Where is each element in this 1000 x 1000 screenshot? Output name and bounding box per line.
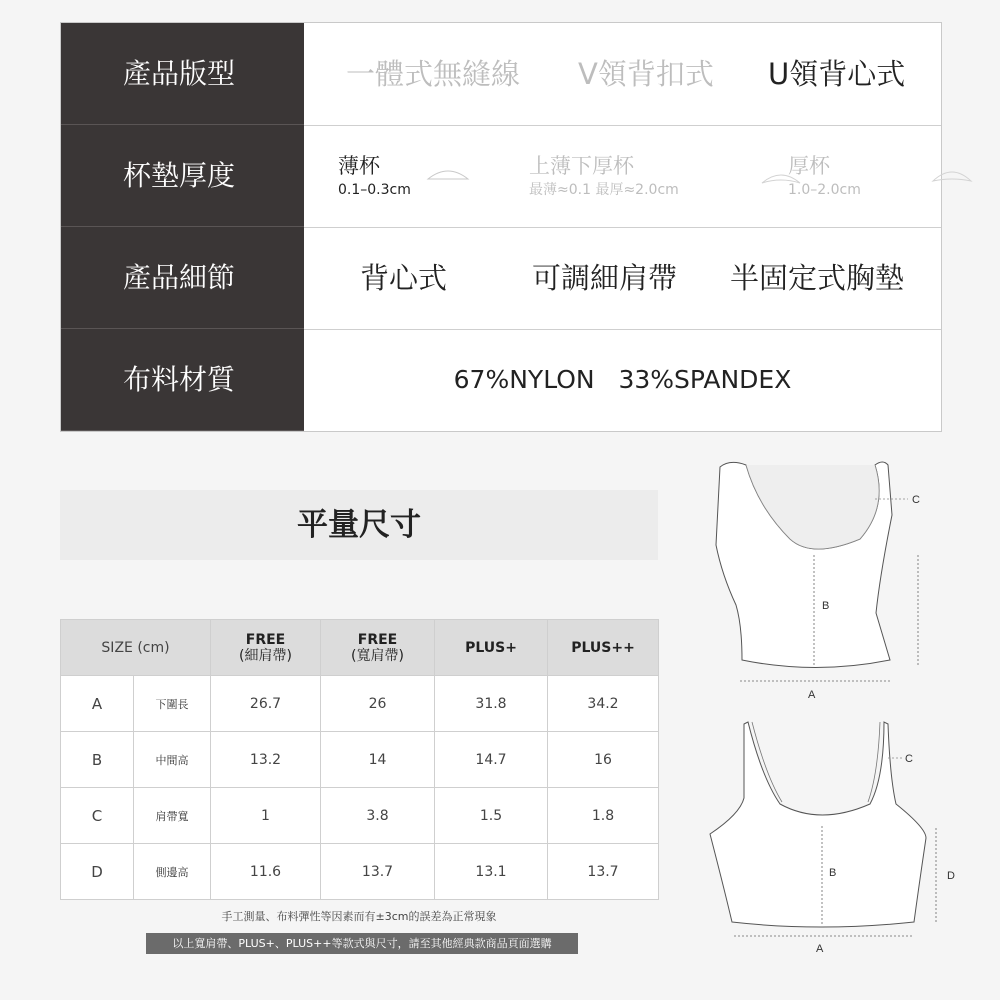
cell-value: 26.7: [211, 676, 321, 732]
size-table-corner: SIZE (cm): [61, 620, 211, 676]
style-option-seamless: 一體式無縫線: [346, 57, 521, 91]
row-name: 側邊高: [134, 844, 211, 900]
label-c: C: [912, 494, 920, 506]
row-name: 中間高: [134, 732, 211, 788]
cup-pushup-range: 最薄≈0.1 最厚≈2.0cm: [529, 182, 679, 198]
cell-value: 34.2: [548, 676, 659, 732]
cup-thin-range: 0.1–0.3cm: [338, 182, 411, 198]
cell-value: 14: [321, 732, 435, 788]
cup-pushup-title: 上薄下厚杯: [529, 154, 634, 178]
other-styles-banner: 以上寬肩帶、PLUS+、PLUS++等款式與尺寸，請至其他經典款商品頁面選購: [146, 933, 578, 954]
style-option-u-neck: U領背心式: [768, 57, 906, 91]
cup-option-push-up: [529, 153, 679, 199]
col-plus: PLUS+: [435, 620, 548, 676]
thick-cup-icon: [931, 167, 973, 187]
size-table-header: [61, 620, 659, 676]
cell-value: 14.7: [435, 732, 548, 788]
measurement-note: 手工測量、布料彈性等因素而有±3cm的誤差為正常現象: [221, 910, 497, 923]
cup-thick-title: 厚杯: [788, 154, 830, 178]
label-b: B: [822, 600, 830, 612]
table-row: [61, 732, 659, 788]
cell-value: 31.8: [435, 676, 548, 732]
wide-strap-bra-diagram: [700, 455, 960, 705]
cell-value: 1.8: [548, 788, 659, 844]
cell-value: 1: [211, 788, 321, 844]
detail-vest: 背心式: [360, 261, 448, 295]
size-section-title: 平量尺寸: [60, 490, 658, 560]
cell-value: 16: [548, 732, 659, 788]
cell-value: 13.7: [548, 844, 659, 900]
cup-thick-range: 1.0–2.0cm: [788, 182, 861, 198]
col-plus-plus: PLUS++: [548, 620, 659, 676]
detail-adjustable-straps: 可調細肩帶: [532, 261, 678, 295]
spec-label-style: 產品版型: [61, 23, 304, 125]
cell-value: 13.1: [435, 844, 548, 900]
cell-value: 13.2: [211, 732, 321, 788]
thin-cup-icon: [426, 165, 470, 185]
row-name: 肩帶寬: [134, 788, 211, 844]
style-option-v-neck: V領背扣式: [578, 57, 714, 91]
table-row: [61, 844, 659, 900]
spec-label-details: 產品細節: [61, 227, 304, 329]
spec-row-style: [61, 23, 941, 126]
label-c: C: [905, 753, 913, 765]
cup-thin-title: 薄杯: [338, 154, 380, 178]
cell-value: 11.6: [211, 844, 321, 900]
row-name: 下圍長: [134, 676, 211, 732]
spec-row-material: [61, 329, 941, 431]
cell-value: 26: [321, 676, 435, 732]
label-a: A: [808, 689, 816, 701]
product-spec-table: [60, 22, 942, 432]
cup-option-thick: [788, 153, 861, 199]
spec-row-details: [61, 227, 941, 330]
col-free-thin: FREE (細肩帶): [211, 620, 321, 676]
row-letter: C: [61, 788, 134, 844]
cell-value: 1.5: [435, 788, 548, 844]
spec-label-cup: 杯墊厚度: [61, 125, 304, 227]
size-table: [60, 619, 659, 900]
cup-option-thin: [338, 153, 411, 199]
cell-value: 13.7: [321, 844, 435, 900]
spec-row-cup: [61, 125, 941, 228]
table-row: [61, 788, 659, 844]
detail-semi-fixed-pads: 半固定式胸墊: [730, 261, 905, 295]
thin-strap-bra-diagram: [700, 718, 970, 963]
spec-label-material: 布料材質: [61, 329, 304, 431]
table-row: [61, 676, 659, 732]
label-b: B: [829, 867, 837, 879]
row-letter: D: [61, 844, 134, 900]
row-letter: B: [61, 732, 134, 788]
col-free-wide: FREE (寬肩帶): [321, 620, 435, 676]
label-d: D: [947, 870, 955, 882]
material-composition: 67%NYLON 33%SPANDEX: [453, 365, 792, 394]
cell-value: 3.8: [321, 788, 435, 844]
row-letter: A: [61, 676, 134, 732]
label-a: A: [816, 943, 824, 955]
